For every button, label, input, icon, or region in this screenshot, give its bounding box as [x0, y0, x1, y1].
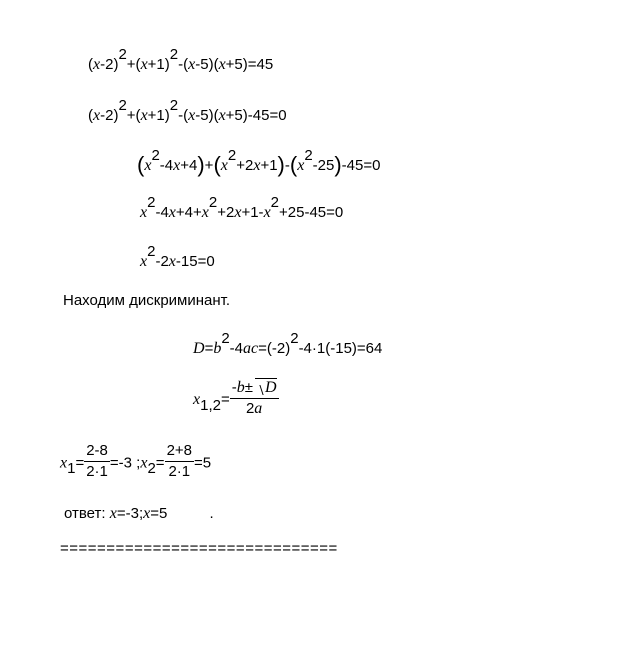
answer-line: ответ: x=-3;x=5 . — [64, 505, 214, 522]
separator-line: ============================== — [60, 540, 338, 557]
answer-value-1: x — [109, 505, 117, 522]
equation-line-5: x2-2x-15=0 — [140, 243, 215, 270]
equation-line-1: (x-2)2+(x+1)2-(x-5)(x+5)=45 — [88, 46, 274, 73]
answer-label: ответ: — [64, 505, 106, 522]
roots-values: x1= $\frac{2-8}{2\cdot 1}$ =-3 ;x2= $\frac{2+8}{2\cdot 1}$ =5 — [60, 442, 212, 480]
equation-line-3: (x2-4x+4)+(x2+2x+1)-(x2-25)-45=0 — [137, 147, 381, 177]
equation-line-2: (x-2)2+(x+1)2-(x-5)(x+5)-45=0 — [88, 97, 287, 124]
discriminant-formula: D=b2-4ac=(-2)2-4·1(-15)=64 — [193, 330, 383, 357]
roots-formula: x1,2= $\frac{-b\pm D}{2a}$ — [193, 379, 277, 417]
discriminant-heading: Находим дискриминант. — [63, 292, 231, 309]
equation-line-4: x2-4x+4+x2+2x+1-x2+25-45=0 — [140, 194, 344, 221]
answer-dot: . — [209, 505, 214, 522]
